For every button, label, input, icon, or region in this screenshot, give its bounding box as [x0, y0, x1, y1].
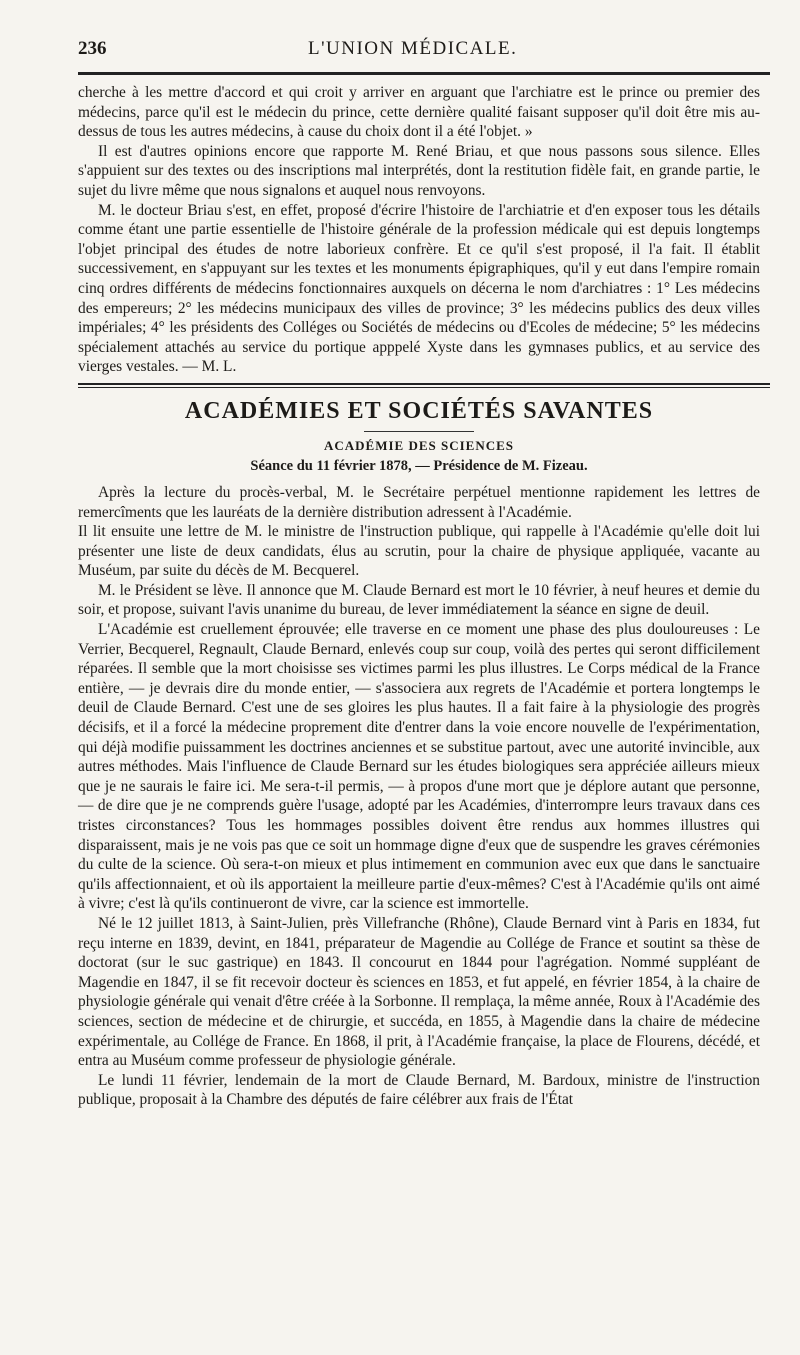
paragraph: Il lit ensuite une lettre de M. le ministre de l'instruction publique, qui rappelle à l'Académie qu'elle doit lui présenter une liste de deux candidats, élus au scrutin, pour la chaire de physique appliquée, vacante au Muséum, par suite du décès de M. Becquerel.	[78, 523, 760, 580]
paragraph: L'Académie est cruellement éprouvée; elle traverse en ce moment une phase des plus douloureuses : Le Verrier, Becquerel, Regnault, Claude Bernard, enlevés coup sur coup, voilà des pertes qui seront difficilement réparées. Il semble que la mort choisisse ses victimes parmi les plus illustres. Le Corps médical de la France entière, — je devrais dire du monde entier, — s'associera aux regrets de l'Académie et portera longtemps le deuil de Claude Bernard. C'est une de ses gloires les plus hautes. Il a fait faire à la physiologie des progrès décisifs, et il a forcé la médecine proprement dite d'entrer dans la voie encore nouvelle de l'expérimentation, qui déjà modifie puissamment les doctrines anciennes et se substitue partout, avec une autorité invincible, aux autres méthodes. Mais l'influence de Claude Bernard sur les études biologiques sera appréciée ailleurs mieux que je ne saurais le faire ici. Me sera-t-il permis, — à propos d'une mort que je déplore autant que personne, — de dire que je ne comprends guère l'usage, adopté par les Académies, d'interrompre leurs travaux dans ces tristes circonstances? Tous les hommages possibles doivent être rendus aux hommes illustres qui disparaissent, mais je ne vois pas que ce soit un hommage digne d'eux que de suspendre les graves cérémonies du culte de la science. Où sera-t-on mieux et plus intimement en communion avec eux que dans le sanctuaire qu'ils affectionnaient, et où ils apportaient la meilleure partie d'eux-mêmes? C'est à l'Académie qu'ils ont aimé à vivre; c'est là qu'ils continueront de vivre, car la science est immortelle.	[78, 621, 760, 913]
header-rule	[78, 72, 770, 75]
paragraph: Après la lecture du procès-verbal, M. le Secrétaire perpétuel mentionne rapidement les lettres de remercîments que les lauréats de la dernière distribution adressent à l'Académie.	[78, 483, 760, 521]
paragraph: Né le 12 juillet 1813, à Saint-Julien, près Villefranche (Rhône), Claude Bernard vint à Paris en 1834, fut reçu interne en 1839, devint, en 1841, préparateur de Magendie au Collége de France et soutint sa thèse de doctorat (sur le suc gastrique) en 1843. Il concourut en 1844 pour l'agrégation. Nommé suppléant de Magendie en 1847, il se fit recevoir docteur ès sciences en 1853, et fut appelé, en février 1854, à la chaire de physiologie générale qui venait d'être créée à la Sorbonne. Il remplaça, la même année, Roux à l'Académie des sciences, section de médecine et de chirurgie, et succéda, en 1855, à Magendie dans la chaire de médecine expérimentale, au Collége de France. En 1868, il prit, à l'Académie française, la place de Flourens, décédé, et entra au Muséum comme professeur de physiologie générale.	[78, 914, 760, 1070]
section-title: ACADÉMIES ET SOCIÉTÉS SAVANTES	[184, 397, 654, 424]
paragraph: Il est d'autres opinions encore que rapporte M. René Briau, et que nous passons sous silence. Elles s'appuient sur des textes ou des inscriptions mal interprétés, dont la restitution fidèle fait, en grande partie, le sujet du livre même que nous signalons et auquel nous renvoyons.	[78, 142, 760, 199]
session-line: Séance du 11 février 1878, — Présidence de M. Fizeau.	[250, 457, 588, 474]
running-head	[78, 38, 760, 70]
title-underline	[364, 431, 474, 432]
paragraph: M. le Président se lève. Il annonce que M. Claude Bernard est mort le 10 février, à neuf heures et demie du soir, et propose, suivant l'avis unanime du bureau, de lever immédiatement la séance en signe de deuil.	[78, 581, 760, 619]
paragraph: cherche à les mettre d'accord et qui croit y arriver en arguant que l'archiatre est le prince ou premier des médecins, parce qu'il est le médecin du prince, cette dernière qualité faisant supposer qu'il doit être mis au-dessus de tous les autres médecins, à cause du choix dont il a été l'objet. »	[78, 84, 760, 141]
page-number: 236	[78, 38, 107, 59]
paragraph: Le lundi 11 février, lendemain de la mort de Claude Bernard, M. Bardoux, ministre de l'instruction publique, proposait à la Chambre des députés de faire célébrer aux frais de l'État	[78, 1071, 760, 1109]
section-divider	[78, 383, 770, 388]
subsection-title: ACADÉMIE DES SCIENCES	[323, 437, 515, 453]
paragraph: M. le docteur Briau s'est, en effet, proposé d'écrire l'histoire de l'archiatrie et d'en exposer tous les détails comme étant une partie essentielle de l'histoire générale de la profession médicale qui est depuis longtemps l'objet principal des études de notre laborieux confrère. Et ce qu'il s'est proposé, il l'a fait. Il établit successivement, en s'appuyant sur les textes et les monuments épigraphiques, qu'il y eut dans l'empire romain cinq ordres différents de médecins fonctionnaires auxquels on décerna le nom d'archiatres : 1° Les médecins des empereurs; 2° les médecins municipaux des villes de province; 3° les médecins publics des deux villes impériales; 4° les présidents des Colléges ou Sociétés de médecins ou d'Ecoles de médecine; 5° les médecins spécialement attachés au service du portique apppelé Xyste dans les gymnases publics, et au service des vierges vestales. — M. L.	[78, 201, 760, 376]
journal-title: L'UNION MÉDICALE.	[308, 38, 518, 59]
